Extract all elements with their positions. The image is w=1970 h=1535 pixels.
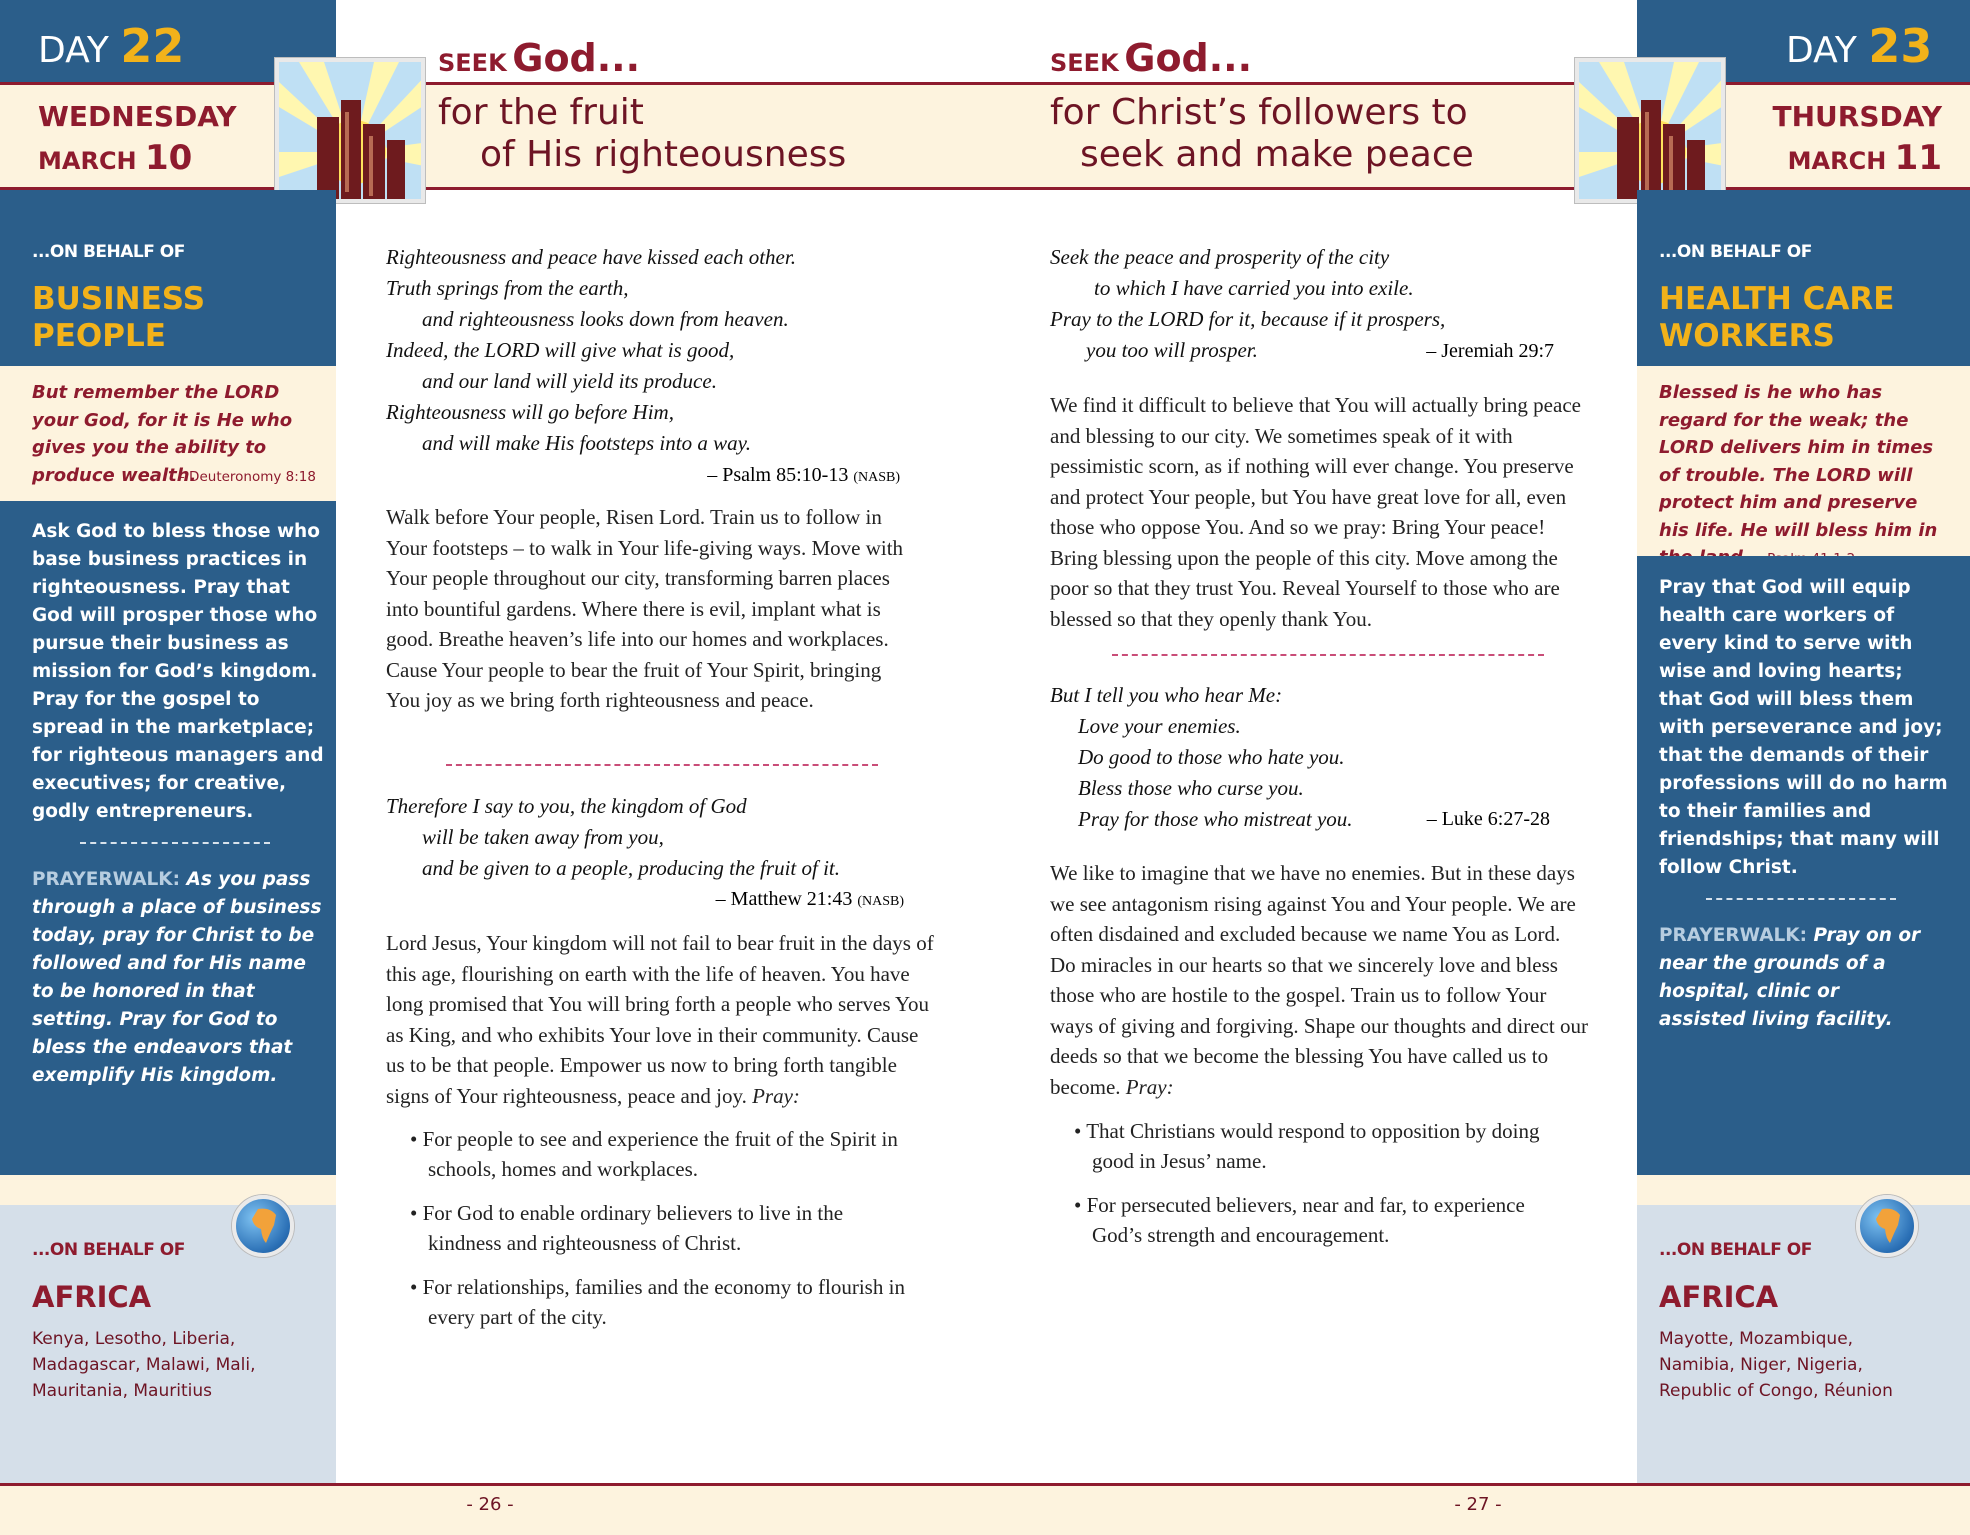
right-page-number: - 27 - <box>1454 1494 1502 1515</box>
right-paragraph-2: We like to imagine that we have no enemies. But in these days we see antagonism rising against You and Your people. We are often disdained and excluded because we name You as Lord. Do miracles in our hearts so that we sincerely love and bless those who are hostile to the gospel. Train us to follow Your ways of giving and forgiving. Shape our thoughts and direct our deeds so that we become the blessing You have called us to become. Pray: <box>1050 861 1588 1099</box>
right-seek-heading: SEEK God... <box>1050 36 1253 80</box>
left-date: MARCH 10 <box>38 138 193 178</box>
right-bullet-list <box>1050 1116 1570 1250</box>
right-paragraph-1: We find it difficult to believe that You will actually bring peace and blessing to our city. We sometimes speak of it with pessimistic scorn, as if nothing will ever change. You preserve and protect Your people, but You have great love for all, even those who oppose You. And so we pray: Bring Your peace! Bring blessing upon the people of this city. Move among the poor so that they trust You. Reveal Yourself to those who are blessed so that they openly thank You. <box>1050 393 1581 631</box>
left-countries: Kenya, Lesotho, Liberia, Madagascar, Malawi, Mali, Mauritania, Mauritius <box>32 1329 256 1401</box>
left-verse-2-ref: – Matthew 21:43 (NASB) <box>715 888 904 910</box>
right-day-label: DAY 23 <box>1786 19 1933 73</box>
left-quote-ref: – Deuteronomy 8:18 <box>178 469 316 485</box>
right-verse-2-ref: – Luke 6:27-28 <box>1426 808 1550 830</box>
left-day-number: 22 <box>120 19 185 73</box>
list-item: • For persecuted believers, near and far, to experience God’s strength and encouragement. <box>1074 1193 1525 1247</box>
left-paragraph-1: Walk before Your people, Risen Lord. Train us to follow in Your footsteps – to walk in Your life-giving ways. Move with Your people throughout our city, transforming barren places into bountiful gardens. Where there is evil, implant what is good. Breathe heaven’s life into our homes and workplaces. Cause Your people to bear the fruit of Your Spirit, bringing You joy as we bring forth righteousness and peace. <box>386 505 904 712</box>
left-day-label: DAY 22 <box>38 19 185 73</box>
footer-band <box>0 1483 1970 1535</box>
left-verse-1-ref: – Psalm 85:10-13 (NASB) <box>707 464 900 486</box>
globe-africa-icon <box>1856 1195 1918 1257</box>
right-weekday: THURSDAY <box>1772 100 1942 133</box>
right-main-divider <box>1112 654 1544 656</box>
left-page-number: - 26 - <box>466 1494 514 1515</box>
left-weekday: WEDNESDAY <box>38 100 237 133</box>
left-paragraph-2: Lord Jesus, Your kingdom will not fail to bear fruit in the days of this age, flourishing on earth with the life of heaven. You have long promised that You will bring forth a people who serves You as King, and who exhibits Your love in their community. Cause us to be that people. Empower us now to bring forth tangible signs of Your righteousness, peace and joy. Pray: <box>386 931 934 1108</box>
right-quote: Blessed is he who has regard for the weak; the LORD delivers him in times of trouble. The LORD will protect him and preserve his life. He will bless him in <box>1659 379 1947 574</box>
right-headline: for Christ’s followers to seek and make peace <box>1050 92 1474 175</box>
left-region: AFRICA <box>32 1280 152 1314</box>
right-verse-2: But I tell you who hear Me: Love your enemies. Do good to those who hate you. Bless those who curse you. Pray for those who mistreat you. <box>1050 683 1353 831</box>
globe-africa-icon <box>232 1195 294 1257</box>
right-topic: HEALTH CARE WORKERS <box>1659 281 1895 354</box>
right-region-on-behalf: ...ON BEHALF OF <box>1659 1240 1812 1260</box>
city-sunburst-icon <box>1575 58 1725 203</box>
city-sunburst-icon <box>275 58 425 203</box>
list-item: • For relationships, families and the economy to flourish in every part of the city. <box>410 1275 905 1329</box>
right-countries: Mayotte, Mozambique, Namibia, Niger, Nigeria, Republic of Congo, Réunion <box>1659 1329 1893 1401</box>
left-seek-heading: SEEK God... <box>438 36 641 80</box>
left-quote: But remember the LORD your God, for it is He who gives you the ability to produce wealth. <box>32 382 293 486</box>
left-prayer-text: Ask God to bless those who base business practices in righteousness. Pray that God will prosper those who pursue their business as mission for God’s kingdom. Pray for the gospel to spread in the marketplace; for righteous managers and executives; for creative, godly entrepreneurs. <box>32 521 324 822</box>
right-divider <box>1706 898 1896 900</box>
left-topic: BUSINESS PEOPLE <box>32 281 206 354</box>
list-item: • That Christians would respond to opposition by doing good in Jesus’ name. <box>1074 1119 1540 1173</box>
left-headline: for the fruit of His righteousness <box>438 92 847 175</box>
left-on-behalf: ...ON BEHALF OF <box>32 242 185 262</box>
right-on-behalf: ...ON BEHALF OF <box>1659 242 1812 262</box>
right-prayerwalk: PRAYERWALK: Pray on or near the grounds of a hospital, clinic or assisted living facility. <box>1659 925 1921 1030</box>
right-date: MARCH 11 <box>1787 138 1942 178</box>
right-verse-1-ref: – Jeremiah 29:7 <box>1426 340 1554 362</box>
list-item: • For God to enable ordinary believers to live in the kindness and righteousness of Christ. <box>410 1201 844 1255</box>
right-prayer-text: Pray that God will equip health care workers of every kind to serve with wise and loving hearts; that God will bless them with perseverance and joy; that the demands of their professions will do no harm to their families and friendships; that many will follow Christ. <box>1659 577 1948 878</box>
right-spacer <box>1637 1175 1970 1205</box>
list-item: • For people to see and experience the fruit of the Spirit in schools, homes and workplaces. <box>410 1127 898 1181</box>
left-divider <box>80 842 270 844</box>
right-verse-1: Seek the peace and prosperity of the city to which I have carried you into exile. Pray to the LORD for it, because if it prospers, you too will prosper. <box>1050 245 1446 362</box>
left-bullet-list <box>386 1124 906 1332</box>
right-day-number: 23 <box>1868 19 1933 73</box>
left-verse-1: Righteousness and peace have kissed each other. Truth springs from the earth, and righteousness looks down from heaven. Indeed, the LORD will give what is good, and our land will yield its produce. Righteousness will go before Him, and will make His footsteps into a way. <box>386 245 796 455</box>
left-verse-2: Therefore I say to you, the kingdom of God will be taken away from you, and be given to a people, producing the fruit of it. <box>386 794 840 880</box>
right-region: AFRICA <box>1659 1280 1779 1314</box>
left-region-on-behalf: ...ON BEHALF OF <box>32 1240 185 1260</box>
left-prayerwalk: PRAYERWALK: As you pass through a place of business today, pray for Christ to be followed and for His name to be honored in that setting. Pray for God to bless the endeavors that exemplify His kingdom. <box>32 869 322 1086</box>
left-main-divider <box>446 764 878 766</box>
